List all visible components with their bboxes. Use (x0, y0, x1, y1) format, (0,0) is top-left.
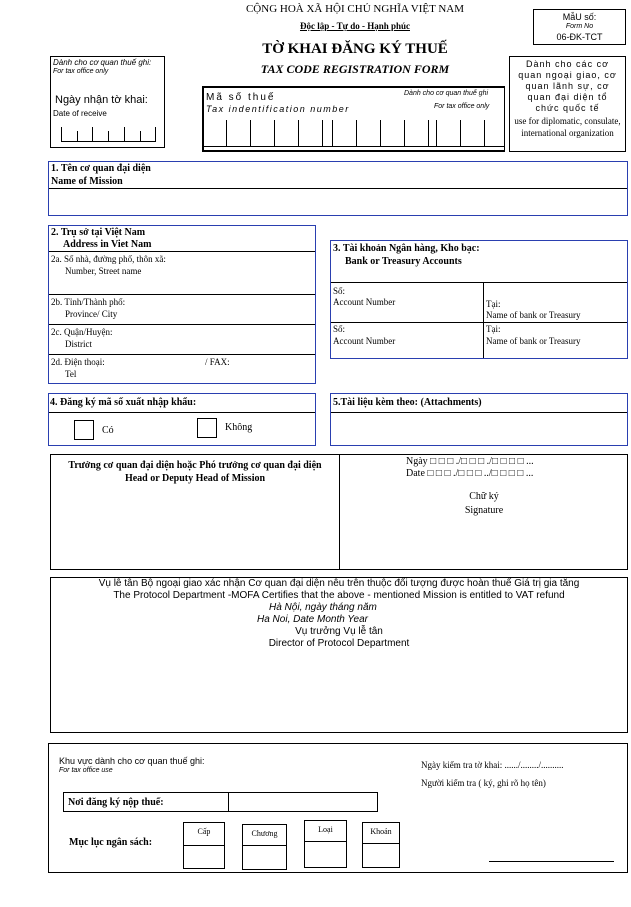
protocol-date-vn: Hà Nội, ngày tháng năm (269, 602, 377, 613)
phone-label: 2d. Điện thoại: (51, 357, 105, 367)
checker-signature-line (489, 861, 614, 862)
receive-date-label-en: Date of receive (53, 109, 107, 118)
form-title-vn: TỜ KHAI ĐĂNG KÝ THUẾ (262, 41, 448, 57)
section1-label: 1. Tên cơ quan đại diện (51, 163, 151, 174)
section2-label-en: Address in Viet Nam (63, 239, 152, 250)
tax-office-area-label-en: For tax office use (59, 767, 113, 774)
tax-code-note: Dành cho cơ quan thuế ghi (404, 90, 489, 97)
tax-place-label: Nơi đăng ký nộp thuế: (68, 797, 164, 808)
signature-date-vn: Ngày □ □ □ ./□ □ □ ./□ □ □ □ ... (406, 456, 534, 467)
budget-loai-label: Loại (318, 825, 333, 834)
budget-khoan-label: Khoản (370, 827, 392, 836)
signature-field[interactable] (341, 521, 626, 567)
form-title-en: TAX CODE REGISTRATION FORM (260, 62, 450, 76)
section-bank-accounts (330, 240, 628, 359)
address-district-label: 2c. Quận/Huyện: (51, 327, 113, 337)
account1-tai: Tại: (486, 299, 501, 309)
country-name: CỘNG HOÀ XÃ HỘI CHỦ NGHĨA VIỆT NAM (245, 3, 465, 15)
head-of-mission-label-en: Head or Deputy Head of Mission (124, 473, 266, 484)
address-street-label: 2a. Số nhà, đường phố, thôn xã: (51, 254, 166, 264)
diplomatic-note-box (509, 56, 626, 152)
signature-label: Chữ ký (469, 491, 499, 502)
address-street-label-en: Number, Street name (65, 266, 142, 276)
section5-label: 5.Tài liệu kèm theo: (Attachments) (333, 397, 482, 408)
signature-label-en: Signature (464, 505, 504, 516)
tax-place-box (63, 792, 378, 812)
account2-bank-label: Name of bank or Treasury (486, 336, 581, 346)
tax-office-receive-box (50, 56, 165, 148)
fax-label: / FAX: (205, 357, 230, 367)
tax-office-label: Dành cho cơ quan thuế ghi: (53, 58, 152, 67)
mission-name-field[interactable] (50, 190, 625, 214)
tax-office-label-en: For tax office only (53, 68, 109, 75)
budget-chuong-label: Chương (251, 829, 278, 838)
budget-khoan-box[interactable] (362, 822, 400, 868)
phone-label-en: Tel (65, 369, 77, 379)
import-export-no-checkbox[interactable] (197, 418, 217, 438)
signature-section (50, 454, 628, 570)
import-export-yes-label: Có (102, 425, 114, 436)
account2-so: Số: (333, 324, 346, 334)
address-city-label-en: Province/ City (65, 309, 118, 319)
tax-code-note-en: For tax office only (434, 103, 490, 110)
head-of-mission-label: Trưởng cơ quan đại diện hoặc Phó trưởng cơ quan đại diện (68, 460, 322, 471)
budget-chuong-box[interactable] (242, 824, 287, 870)
section3-label-en: Bank or Treasury Accounts (345, 256, 462, 267)
checker-label: Người kiểm tra ( ký, ghi rõ họ tên) (421, 778, 546, 788)
tax-code-label: Mã số thuế (206, 92, 276, 103)
check-date-label: Ngày kiểm tra tờ khai: ....../......../.......... (421, 760, 564, 770)
budget-cap-box[interactable] (183, 822, 225, 869)
signature-date-en: Date □ □ □ ./□ □ □ ../□ □ □ □ ... (406, 468, 534, 479)
protocol-text-vn: Vụ lễ tân Bộ ngoại giao xác nhận Cơ quan đại diện nêu trên thuộc đối tượng được hoàn thuế Giá trị gia tăng (98, 578, 580, 589)
tax-office-area-label: Khu vực dành cho cơ quan thuế ghi: (59, 756, 205, 766)
budget-cap-label: Cấp (197, 827, 211, 836)
form-number-code: 06-ĐK-TCT (556, 32, 603, 42)
section1-label-en: Name of Mission (51, 176, 123, 187)
import-export-no-label: Không (225, 422, 253, 433)
motto: Độc lập - Tự do - Hạnh phúc (299, 21, 410, 31)
address-city-label: 2b. Tỉnh/Thành phố: (51, 297, 126, 307)
section-import-export (48, 393, 316, 446)
protocol-text-en: The Protocol Department -MOFA Certifies that the above - mentioned Mission is entitled to VAT refund (113, 590, 565, 601)
receive-date-label: Ngày nhận tờ khai: (55, 94, 148, 106)
attachments-field[interactable] (332, 414, 626, 444)
section3-label: 3. Tài khoản Ngân hàng, Kho bạc: (333, 243, 480, 254)
account1-so: Số: (333, 286, 346, 296)
account2-tai: Tại: (486, 324, 501, 334)
form-number-box (533, 9, 626, 45)
protocol-director-vn: Vụ trưởng Vụ lễ tân (295, 626, 383, 637)
section-address (48, 225, 316, 384)
address-district-label-en: District (65, 339, 92, 349)
section-attachments (330, 393, 628, 446)
section2-label: 2. Trụ sở tại Việt Nam (51, 227, 146, 238)
protocol-director-en: Director of Protocol Department (268, 638, 410, 649)
diplomatic-note-en: use for diplomatic, consulate, international organization (514, 116, 621, 138)
tax-code-cells[interactable] (204, 118, 504, 150)
form-number-label-en: Form No (565, 23, 594, 30)
tax-code-box (202, 86, 505, 152)
account1-number-label: Account Number (333, 297, 396, 307)
tax-office-use-section (48, 743, 628, 873)
budget-index-label: Mục lục ngân sách: (69, 837, 153, 848)
protocol-date-en: Ha Noi, Date Month Year (257, 614, 368, 625)
form-number-label: MẫU số: (562, 12, 597, 22)
tax-place-field[interactable] (230, 793, 376, 811)
section-mission-name (48, 161, 628, 216)
budget-loai-box[interactable] (304, 820, 347, 868)
import-export-yes-checkbox[interactable] (74, 420, 94, 440)
protocol-certification-section (50, 577, 628, 733)
account2-number-label: Account Number (333, 336, 396, 346)
receive-date-cells[interactable] (61, 119, 156, 142)
account1-bank-label: Name of bank or Treasury (486, 310, 581, 320)
address-street-field[interactable] (50, 252, 314, 294)
diplomatic-note-vn: Dành cho các cơ quan ngoại giao, cơ quan lãnh sự, cơ quan đại diện tổ chức quốc tế (518, 59, 617, 113)
section4-label: 4. Đăng ký mã số xuất nhập khẩu: (50, 397, 197, 408)
tax-code-label-en: Tax indentification number (206, 104, 350, 114)
